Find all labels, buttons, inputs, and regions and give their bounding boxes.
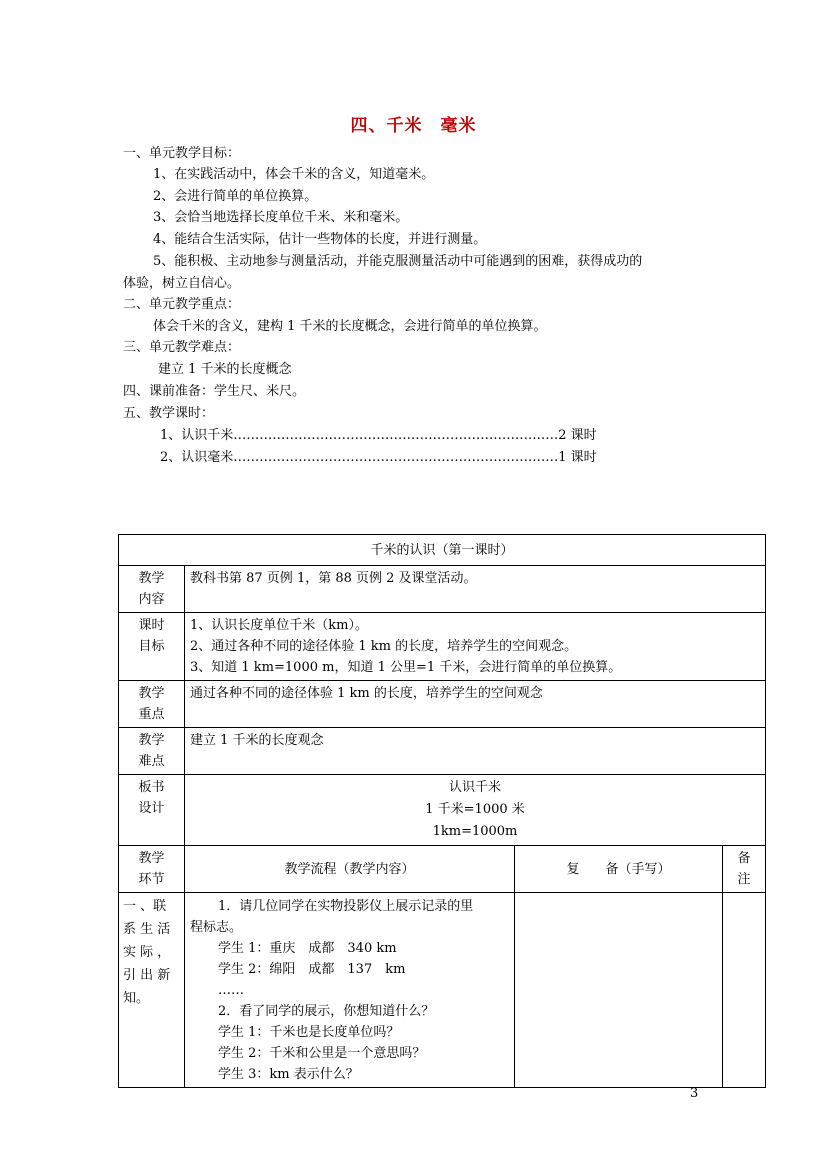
step1-remark-cell[interactable] — [723, 893, 766, 1088]
goal-item: 3、会恰当地选择长度单位千米、米和毫米。 — [153, 210, 409, 225]
difficulty-label: 教学 难点 — [119, 728, 185, 775]
flow-header: 教学流程（教学内容） — [185, 846, 515, 893]
goal-item: 2、会进行简单的单位换算。 — [153, 189, 318, 204]
hours-item — [160, 426, 597, 446]
remark-header: 备 注 — [723, 846, 766, 893]
step1-review-cell[interactable] — [515, 893, 723, 1088]
goal-lines: 1、认识长度单位千米（km）。 2、通过各种不同的途径体验 1 km 的长度，培养学生的空间观念。 3、知道 1 km=1000 m，知道 1 公里=1 千米，会进行简单的单位换算。 — [185, 613, 766, 681]
step-label: 教学 环节 — [119, 846, 185, 893]
step1-label: 一 、联 系 生 活 实 际 ， 引 出 新 知。 — [119, 893, 185, 1088]
key-heading: 二、单元教学重点： — [123, 297, 241, 312]
content-label: 教学 内容 — [119, 566, 185, 613]
review-header: 复 备（手写） — [515, 846, 723, 893]
hours-item-label: 2、认识毫米 — [160, 450, 234, 465]
goal-label: 课时 目标 — [119, 613, 185, 681]
key-label: 教学 重点 — [119, 681, 185, 728]
goal-item: 5、能积极、主动地参与测量活动，并能克服测量活动中可能遇到的困难，获得成功的 — [153, 254, 643, 269]
board-label: 板书 设计 — [119, 775, 185, 846]
goals-heading: 一、单元教学目标： — [123, 146, 241, 161]
hours-item-dots: ………………………………………………………………… — [233, 428, 559, 443]
key-text: 通过各种不同的途径体验 1 km 的长度，培养学生的空间观念 — [185, 681, 766, 728]
content-text: 教科书第 87 页例 1，第 88 页例 2 及课堂活动。 — [185, 566, 766, 613]
goal-item: 4、能结合生活实际，估计一些物体的长度，并进行测量。 — [153, 232, 487, 247]
goal-item: 1、在实践活动中，体会千米的含义，知道毫米。 — [153, 167, 435, 182]
difficulty-heading: 三、单元教学难点： — [123, 340, 241, 355]
hours-item-dots: ………………………………………………………………… — [233, 450, 559, 465]
lesson-header: 千米的认识（第一课时） — [119, 535, 766, 566]
hours-heading: 五、教学课时： — [123, 406, 215, 421]
hours-item-label: 1、认识千米 — [160, 428, 234, 443]
goal-item-continuation: 体验，树立自信心。 — [123, 276, 241, 291]
hours-item-count: 2 课时 — [558, 428, 597, 443]
step1-content: 1．请几位同学在实物投影仪上展示记录的里 程标志。 学生 1：重庆 成都 340 km 学生 2：绵阳 成都 137 km …… 2．看了同学的展示，你想知道什么？ 学生 1：千米也是长度单位吗？ 学生 2：千米和公里是一个意思吗？ 学生 3：km 表示什么？ — [185, 893, 515, 1088]
hours-item-count: 1 课时 — [558, 450, 597, 465]
difficulty-text: 建立 1 千米的长度观念 — [185, 728, 766, 775]
page-number: 3 — [690, 1086, 699, 1101]
board-design: 认识千米 1 千米=1000 米 1km=1000m — [185, 775, 766, 846]
page-title: 四、千米 毫米 — [350, 116, 477, 136]
lesson-plan-table — [118, 534, 766, 1088]
difficulty-text: 建立 1 千米的长度概念 — [158, 362, 292, 377]
key-text: 体会千米的含义，建构 1 千米的长度概念，会进行简单的单位换算。 — [153, 319, 547, 334]
prep-text: 四、课前准备：学生尺、米尺。 — [123, 384, 306, 399]
hours-item — [160, 448, 597, 468]
